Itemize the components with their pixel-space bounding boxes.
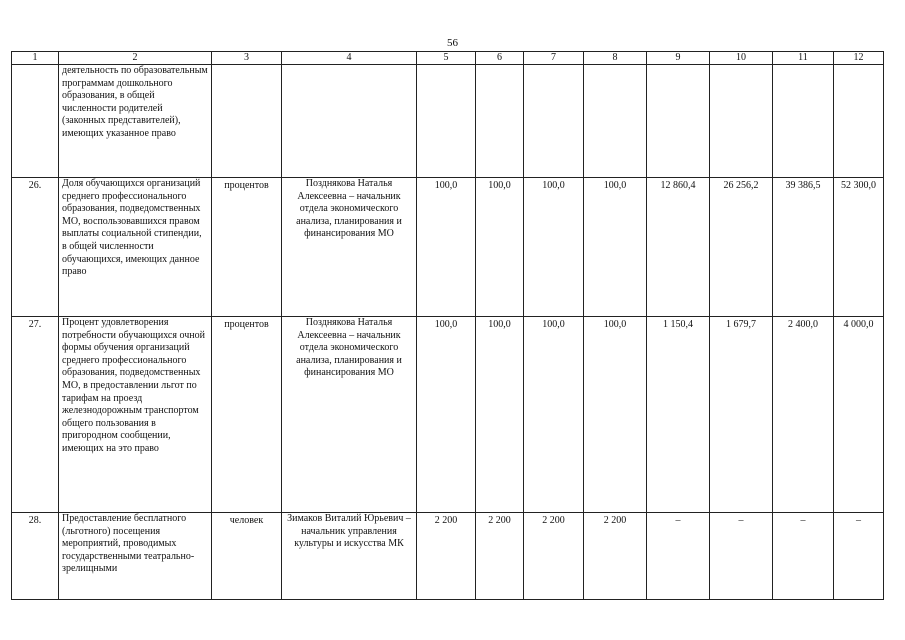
cell-indicator: Процент удовлетворения потребности обучающихся очной формы обучения организаций среднего профессионального образования, подведомственных МО, в предоставлении льгот по тарифам на проезд железнодорожным транспортом общего пользования в пригородном сообщении, имеющих на это право	[59, 317, 212, 513]
cell-value-10: 1 679,7	[710, 317, 773, 513]
header-cell: 1	[12, 52, 59, 65]
cell-unit: процентов	[212, 317, 282, 513]
cell-value-5: 100,0	[417, 317, 476, 513]
header-cell: 7	[524, 52, 584, 65]
cell-num	[12, 65, 59, 178]
cell-value-11: 39 386,5	[773, 178, 834, 317]
cell-value-12: –	[834, 513, 884, 600]
cell-value-9: 1 150,4	[647, 317, 710, 513]
header-cell: 3	[212, 52, 282, 65]
header-cell: 12	[834, 52, 884, 65]
cell-value-6: 100,0	[476, 317, 524, 513]
cell-value	[584, 65, 647, 178]
header-cell: 10	[710, 52, 773, 65]
cell-value	[834, 65, 884, 178]
cell-value-12: 4 000,0	[834, 317, 884, 513]
cell-value	[773, 65, 834, 178]
cell-value-11: 2 400,0	[773, 317, 834, 513]
cell-value-5: 100,0	[417, 178, 476, 317]
cell-value-9: 12 860,4	[647, 178, 710, 317]
cell-responsible: Позднякова Наталья Алексеевна – начальник отдела экономического анализа, планирования и финансирования МО	[282, 178, 417, 317]
cell-value-8: 100,0	[584, 178, 647, 317]
header-cell: 6	[476, 52, 524, 65]
cell-value-10: 26 256,2	[710, 178, 773, 317]
cell-num: 28.	[12, 513, 59, 600]
header-cell: 9	[647, 52, 710, 65]
cell-value	[710, 65, 773, 178]
cell-value-11: –	[773, 513, 834, 600]
indicators-table	[11, 51, 884, 600]
header-cell: 5	[417, 52, 476, 65]
cell-responsible: Зимаков Виталий Юрьевич – начальник управления культуры и искусства МК	[282, 513, 417, 600]
cell-unit: процентов	[212, 178, 282, 317]
page-number: 56	[447, 37, 458, 49]
cell-value	[417, 65, 476, 178]
cell-value	[524, 65, 584, 178]
cell-value-8: 100,0	[584, 317, 647, 513]
table-row	[12, 317, 884, 513]
cell-value-7: 100,0	[524, 317, 584, 513]
cell-unit	[212, 65, 282, 178]
cell-unit: человек	[212, 513, 282, 600]
cell-value-12: 52 300,0	[834, 178, 884, 317]
cell-value-7: 100,0	[524, 178, 584, 317]
header-row	[12, 52, 884, 65]
table-row	[12, 178, 884, 317]
header-cell: 8	[584, 52, 647, 65]
header-cell: 11	[773, 52, 834, 65]
cell-responsible: Позднякова Наталья Алексеевна – начальник отдела экономического анализа, планирования и финансирования МО	[282, 317, 417, 513]
cell-value-8: 2 200	[584, 513, 647, 600]
cell-indicator: Доля обучающихся организаций среднего профессионального образования, подведомственных МО, воспользовавшихся правом выплаты социальной стипендии, в общей численности обучающихся, имеющих данное право	[59, 178, 212, 317]
table-row-continuation	[12, 65, 884, 178]
cell-value-6: 100,0	[476, 178, 524, 317]
cell-value-7: 2 200	[524, 513, 584, 600]
cell-indicator: деятельность по образовательным программам дошкольного образования, в общей численности родителей (законных представителей), имеющих указанное право	[59, 65, 212, 178]
table-row	[12, 513, 884, 600]
cell-value-9: –	[647, 513, 710, 600]
cell-indicator: Предоставление бесплатного (льготного) посещения мероприятий, проводимых государственными театрально-зрелищными	[59, 513, 212, 600]
cell-value-5: 2 200	[417, 513, 476, 600]
cell-value	[647, 65, 710, 178]
cell-num: 27.	[12, 317, 59, 513]
cell-value	[476, 65, 524, 178]
cell-value-10: –	[710, 513, 773, 600]
cell-value-6: 2 200	[476, 513, 524, 600]
cell-num: 26.	[12, 178, 59, 317]
header-cell: 2	[59, 52, 212, 65]
cell-responsible	[282, 65, 417, 178]
header-cell: 4	[282, 52, 417, 65]
